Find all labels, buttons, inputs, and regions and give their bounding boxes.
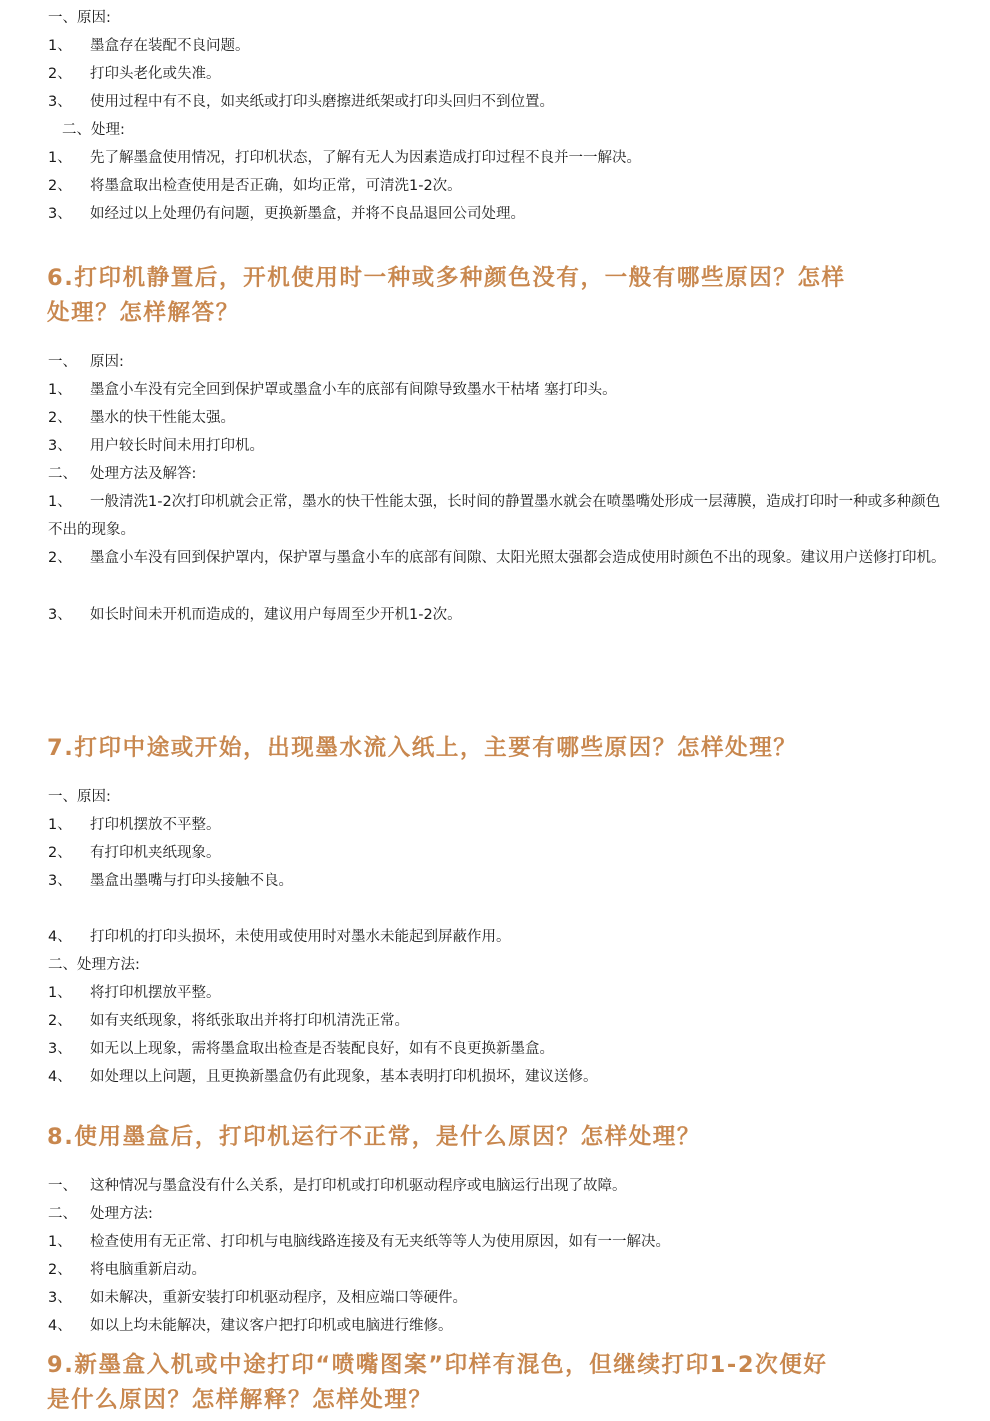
item-text: 原因: [90,354,124,370]
s5-solution-heading: 二、处理: [62,122,125,138]
item-number: 2、 [48,1013,72,1029]
item-text: 检查使用有无正常、打印机与电脑线路连接及有无夹纸等等人为使用原因，如有一一解决。 [90,1234,670,1250]
list-item [48,815,950,835]
list-item [48,408,950,428]
section-9-title-line2: 是什么原因？怎样解释？怎样处理？ [47,1387,433,1413]
list-item [48,605,950,625]
list-item [48,380,950,400]
list-item [48,544,950,572]
list-item [48,983,950,1003]
item-number: 1、 [48,985,72,1001]
list-item [48,464,950,484]
item-number: 1、 [48,817,72,833]
item-text: 墨盒小车没有完全回到保护罩或墨盒小车的底部有间隙导致墨水干枯堵 塞打印头。 [90,382,617,398]
item-number: 4、 [48,929,72,945]
item-text: 墨水的快干性能太强。 [90,410,235,426]
item-text: 如未解决，重新安装打印机驱动程序，及相应端口等硬件。 [90,1290,467,1306]
item-text: 这种情况与墨盒没有什么关系，是打印机或打印机驱动程序或电脑运行出现了故障。 [90,1178,627,1194]
list-item [48,148,950,168]
item-text: 如以上均未能解决，建议客户把打印机或电脑进行维修。 [90,1318,453,1334]
item-number: 1、 [48,38,72,54]
item-number: 1、 [48,494,72,510]
item-text: 如经过以上处理仍有问题，更换新墨盒，并将不良品退回公司处理。 [90,206,525,222]
section-6-title-line2: 处理？怎样解答？ [47,300,240,326]
item-number: 3、 [48,1041,72,1057]
list-item [48,1232,950,1252]
item-text: 如处理以上问题，且更换新墨盒仍有此现象，基本表明打印机损坏，建议送修。 [90,1069,598,1085]
item-number: 3、 [48,438,72,454]
list-item [48,1288,950,1308]
item-number: 一、 [48,354,77,370]
s7-cause-heading: 一、原因: [48,789,111,805]
item-number: 2、 [48,1262,72,1278]
list-item [48,204,950,224]
item-number: 2、 [48,66,72,82]
item-number: 一、 [48,1178,77,1194]
item-text: 处理方法: [90,1206,153,1222]
item-text: 如有夹纸现象，将纸张取出并将打印机清洗正常。 [90,1013,409,1029]
item-text: 墨盒存在装配不良问题。 [90,38,250,54]
list-item [48,64,950,84]
list-item [48,1011,950,1031]
item-number: 3、 [48,1290,72,1306]
item-text: 将电脑重新启动。 [90,1262,206,1278]
item-text: 如无以上现象，需将墨盒取出检查是否装配良好，如有不良更换新墨盒。 [90,1041,554,1057]
item-text: 打印机摆放不平整。 [90,817,221,833]
item-number: 1、 [48,382,72,398]
item-number: 1、 [48,150,72,166]
list-item [48,1316,950,1336]
item-number: 2、 [48,410,72,426]
list-item [48,36,950,56]
list-item [48,871,950,891]
list-item [48,1067,950,1087]
list-item [48,1039,950,1059]
list-item [48,92,950,112]
item-text: 处理方法及解答: [90,466,197,482]
item-text: 使用过程中有不良，如夹纸或打印头磨擦进纸架或打印头回归不到位置。 [90,94,554,110]
item-number: 二、 [48,466,77,482]
item-number: 3、 [48,94,72,110]
item-text: 墨盒出墨嘴与打印头接触不良。 [90,873,293,889]
item-text: 用户较长时间未用打印机。 [90,438,264,454]
item-number: 3、 [48,206,72,222]
list-item [48,352,950,372]
section-7-title: 7.打印中途或开始，出现墨水流入纸上，主要有哪些原因？怎样处理？ [47,735,798,761]
section-8-title: 8.使用墨盒后，打印机运行不正常，是什么原因？怎样处理？ [47,1124,702,1150]
item-number: 2、 [48,550,72,566]
item-text: 将打印机摆放平整。 [90,985,221,1001]
item-number: 3、 [48,607,72,623]
item-number: 二、 [48,1206,77,1222]
item-number: 1、 [48,1234,72,1250]
s7-solution-heading: 二、处理方法: [48,957,140,973]
list-item [48,436,950,456]
section-9-title-line1: 9.新墨盒入机或中途打印“喷嘴图案”印样有混色，但继续打印1-2次便好 [47,1352,828,1378]
list-item [48,843,950,863]
section-6-title-line1: 6.打印机静置后，开机使用时一种或多种颜色没有，一般有哪些原因？怎样 [47,265,846,291]
item-number: 2、 [48,845,72,861]
item-text: 打印机的打印头损坏，未使用或使用时对墨水未能起到屏蔽作用。 [90,929,511,945]
item-number: 4、 [48,1318,72,1334]
item-text: 一般清洗1-2次打印机就会正常，墨水的快干性能太强，长时间的静置墨水就会在喷墨嘴处形成一层薄膜，造成打印时一种或多种颜色不出的现象。 [48,494,941,538]
item-number: 3、 [48,873,72,889]
list-item [48,488,950,544]
item-number: 2、 [48,178,72,194]
item-text: 将墨盒取出检查使用是否正确，如均正常，可清洗1-2次。 [90,178,462,194]
item-text: 打印头老化或失准。 [90,66,221,82]
item-text: 墨盒小车没有回到保护罩内，保护罩与墨盒小车的底部有间隙、太阳光照太强都会造成使用时颜色不出的现象。建议用户送修打印机。 [90,550,946,566]
list-item [48,176,950,196]
list-item [48,927,950,947]
item-text: 如长时间未开机而造成的，建议用户每周至少开机1-2次。 [90,607,462,623]
list-item [48,1176,950,1196]
list-item [48,1204,950,1224]
item-text: 有打印机夹纸现象。 [90,845,221,861]
item-number: 4、 [48,1069,72,1085]
s5-cause-heading: 一、原因: [48,10,111,26]
item-text: 先了解墨盒使用情况，打印机状态，了解有无人为因素造成打印过程不良并一一解决。 [90,150,641,166]
list-item [48,1260,950,1280]
